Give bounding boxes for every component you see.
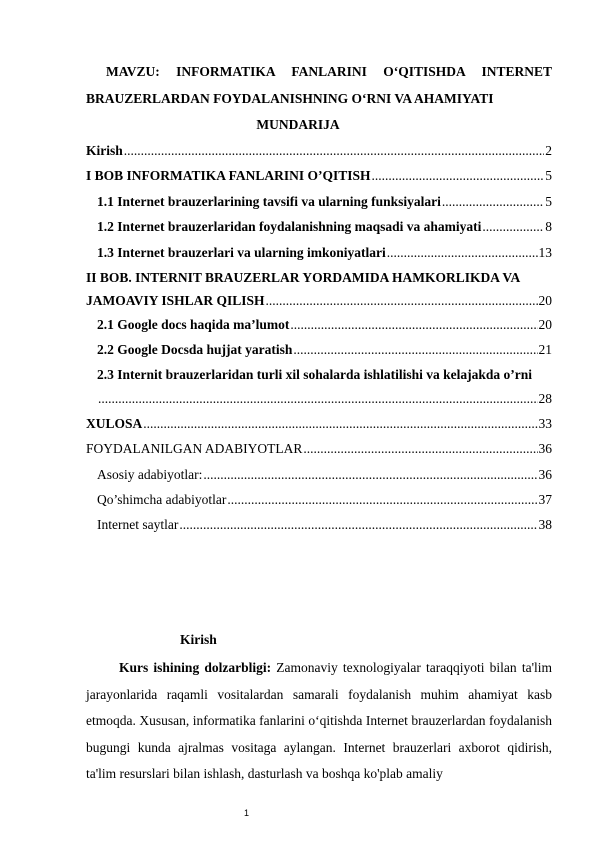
toc-page-number: 33 [538,415,552,431]
toc-item-label: Asosiy adabiyotlar: [97,466,203,482]
toc-page-number: 2 [545,143,552,158]
toc-leader [227,487,537,512]
toc-item-2-2[interactable] [86,337,552,362]
toc-item-label-line-1: II BOB. INTERNIT BRAUZERLAR YORDAMIDA HAMKORLIKDA VA [86,269,521,285]
toc-item-bob1[interactable] [86,163,552,188]
toc-leader [290,312,537,337]
toc-page-number: 20 [538,316,552,332]
intro-paragraph [86,655,552,788]
toc-leader [387,240,538,265]
toc-page-number: 36 [538,441,552,457]
toc-heading: MUNDARIJA [256,117,340,132]
toc-page-number: 36 [538,466,552,482]
toc-page-number: 21 [538,342,552,358]
toc-item-label: 1.2 Internet brauzerlaridan foydalanishning maqsadi va ahamiyati [97,219,482,235]
toc-leader [143,411,537,436]
toc-item-xulosa[interactable] [86,411,552,436]
table-of-contents [86,138,552,538]
toc-item-label: 2.2 Google Docsda hujjat yaratish [97,342,293,358]
title-line-1: MAVZU: INFORMATIKA FANLARINI O‘QITISHDA INTERNET [106,64,552,79]
toc-page-number: 38 [538,517,552,533]
toc-item-adabiyotlar[interactable] [86,436,552,461]
toc-leader [293,337,537,362]
toc-leader [303,436,537,461]
toc-item-label: 2.3 Internit brauzerlaridan turli xil sohalarda ishlatilishi va kelajakda o’rni [97,366,533,382]
toc-leader [124,138,544,163]
toc-item-asosiy[interactable] [86,462,552,487]
toc-item-label: Kirish [86,143,123,158]
toc-item-label: Internet saytlar [97,517,179,533]
toc-leader [482,214,544,239]
toc-item-1-1[interactable] [86,189,552,214]
toc-item-label: I BOB INFORMATIKA FANLARINI O’QITISH [86,168,371,184]
toc-item-label: XULOSA [86,415,143,431]
intro-lead: Kurs ishining dolzarbligi: [119,660,272,675]
section-heading: Kirish [180,632,217,647]
toc-item-1-2[interactable] [86,214,552,239]
document-title [86,58,552,112]
toc-page-number: 5 [545,168,552,184]
intro-text: Zamonaviy texnologiyalar taraqqiyoti bilan ta'lim jarayonlarida raqamli vositalardan samarali foydalanish muhim ahamiyat kasb etmoqda. Xususan, informatika fanlarini o‘qitishda Internet brauzerlardan foydalanish bugungi kunda ajralmas vositaga aylangan. Internet brauzerlari axborot qidirish, ta'lim resurslari bilan ishlash, dasturlash va boshqa ko'plab amaliy [86,660,552,782]
page-number: 1 [244,808,250,818]
toc-item-label: FOYDALANILGAN ADABIYOTLAR [86,441,303,457]
toc-leader [203,462,537,487]
toc-leader [266,289,538,312]
toc-item-saytlar[interactable] [86,512,552,537]
toc-item-1-3[interactable] [86,240,552,265]
toc-item-2-3[interactable] [86,363,552,411]
toc-leader [179,512,537,537]
toc-page-number: 28 [538,390,552,406]
toc-page-number: 13 [538,244,552,260]
toc-item-label: 1.1 Internet brauzerlarining tavsifi va ularning funksiyalari [97,193,441,209]
toc-item-label: 1.3 Internet brauzerlari va ularning imkoniyatlari [97,244,386,260]
toc-item-bob2[interactable] [86,266,552,312]
toc-item-qoshimcha[interactable] [86,487,552,512]
toc-leader [372,163,545,188]
toc-page-number: 37 [538,491,552,507]
toc-leader [98,387,538,411]
toc-page-number: 20 [538,292,552,308]
toc-item-label: 2.1 Google docs haqida ma’lumot [97,316,290,332]
toc-page-number: 5 [545,193,552,209]
toc-item-kirish[interactable] [86,138,552,163]
toc-item-label-line-2: JAMOAVIY ISHLAR QILISH [86,292,265,308]
toc-leader [442,189,544,214]
toc-item-2-1[interactable] [86,312,552,337]
toc-item-label: Qo’shimcha adabiyotlar [97,491,227,507]
toc-page-number: 8 [545,219,552,235]
title-line-2: BRAUZERLARDAN FOYDALANISHNING O‘RNI VA AHAMIYATI [86,91,494,106]
